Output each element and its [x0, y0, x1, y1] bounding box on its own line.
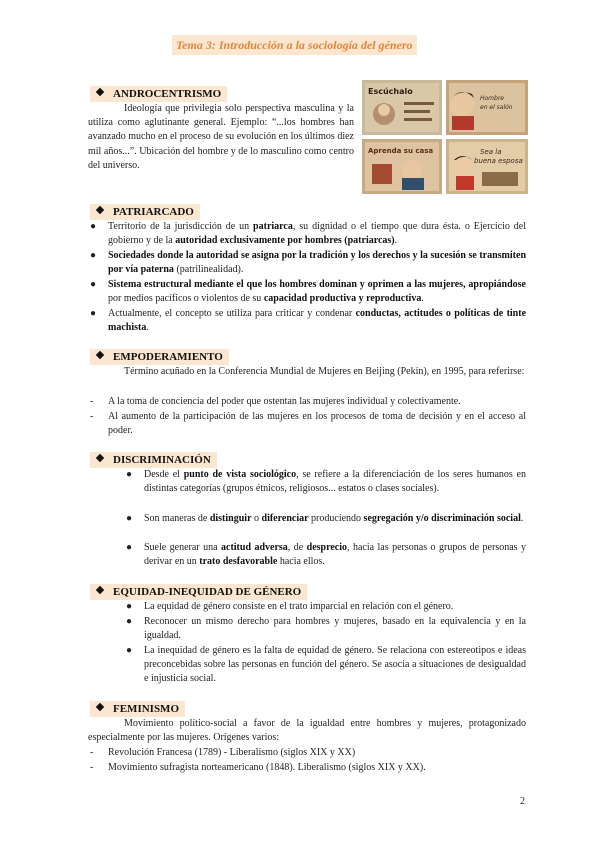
diamond-bullet-icon [96, 206, 104, 214]
androcentrismo-text: Ideología que privilegia solo perspectiva masculina y la utiliza como aglutinante general. Ejemplo: “...los hombres han avanzado mucho en el proceso de su evolución en los últimos diez mil años...”. Ubicación del hombre y de lo masculino como centro del universo. [88, 103, 354, 171]
image-caption-top-right-1: Hombre [480, 95, 504, 102]
empoderamiento-item-2: - Al aumento de la participación de las mujeres en los procesos de toma de decisión y en el acceso al poder. [90, 411, 526, 437]
feminismo-item-2: - Movimiento sufragista norteamericano (1848). Liberalismo (siglos XIX y XX). [90, 762, 426, 773]
vintage-ads-collage [362, 80, 528, 194]
heading-feminismo: FEMINISMO [90, 701, 185, 717]
diamond-bullet-icon [96, 88, 104, 96]
page-title: Tema 3: Introducción a la sociología del género [172, 35, 417, 55]
heading-discriminacion: DISCRIMINACIÓN [90, 452, 217, 468]
discriminacion-bullet-3: ● Suele generar una actitud adversa, de desprecio, hacia las personas o grupos de personas y derivar en un trato desfavorable hacia ellos. [126, 542, 526, 568]
patriarcado-bullet-4: ● Actualmente, el concepto se utiliza para criticar y condenar conductas, actitudes o políticas de tinte machista. [90, 308, 527, 334]
patriarcado-bullet-2: ● Sociedades donde la autoridad se asigna por la tradición y los derechos y la sucesión se transmiten por vía paterna (patrilinealidad). [90, 250, 526, 276]
image-caption-bottom-right-2: buena esposa [474, 157, 523, 165]
equidad-bullet-3: ● La inequidad de género es la falta de equidad de género. Se relaciona con estereotipos e ideas preconcebidas sobre las personas en función del género. Se asocia a situaciones de desigualdad e injusticia social. [126, 645, 526, 685]
empoderamiento-item-1: - A la toma de conciencia del poder que ostentan las mujeres individual y colectivamente. [90, 396, 461, 407]
discriminacion-bullet-2: ● Son maneras de distinguir o diferenciar produciendo segregación y/o discriminación social. [126, 513, 524, 524]
equidad-bullet-2: ● Reconocer un mismo derecho para hombres y mujeres, basado en la equivalencia y en la igualdad. [126, 616, 526, 642]
image-caption-bottom-left: Aprenda su casa [368, 147, 434, 155]
patriarcado-bullet-1: ● Territorio de la jurisdicción de un patriarca, su dignidad o el tiempo que dura ésta. o Ejercicio del gobierno y de la autoridad exclusivamente por hombres (patriarcas). [90, 221, 526, 247]
patriarcado-bullet-3: ● Sistema estructural mediante el que los hombres dominan y oprimen a las mujeres, apropiándose por medios pacíficos o violentos de su capacidad productiva y reproductiva. [90, 279, 526, 305]
diamond-bullet-icon [96, 703, 104, 711]
discriminacion-bullet-1: ● Desde el punto de vista sociológico, se refiere a la diferenciación de los seres humanos en distintas categorías (grupos étnicos, religiosos... estatos o clases sociales). [126, 469, 526, 495]
feminismo-text: Movimiento político-social a favor de la igualdad entre hombres y mujeres, protagonizado especialmente por las mujeres. Orígenes varios: [88, 718, 526, 744]
feminismo-item-1: - Revolución Francesa (1789) - Liberalismo (siglos XIX y XX) [90, 747, 356, 758]
heading-empoderamiento: EMPODERAMIENTO [90, 349, 229, 365]
heading-androcentrismo: ANDROCENTRISMO [90, 86, 227, 102]
diamond-bullet-icon [96, 351, 104, 359]
diamond-bullet-icon [96, 454, 104, 462]
diamond-bullet-icon [96, 586, 104, 594]
empoderamiento-text: Término acuñado en la Conferencia Mundial de Mujeres en Beijing (Pekín), en 1995, para referirse: [124, 366, 525, 377]
image-caption-bottom-right-1: Sea la [480, 148, 502, 156]
image-caption-top-left: Escúchalo [368, 87, 413, 96]
equidad-bullet-1: ● La equidad de género consiste en el trato imparcial en relación con el género. [126, 601, 454, 612]
heading-equidad: EQUIDAD-INEQUIDAD DE GÉNERO [90, 584, 307, 600]
heading-patriarcado: PATRIARCADO [90, 204, 200, 220]
image-caption-top-right-2: en el salón [480, 104, 513, 111]
page-number: 2 [520, 796, 525, 807]
